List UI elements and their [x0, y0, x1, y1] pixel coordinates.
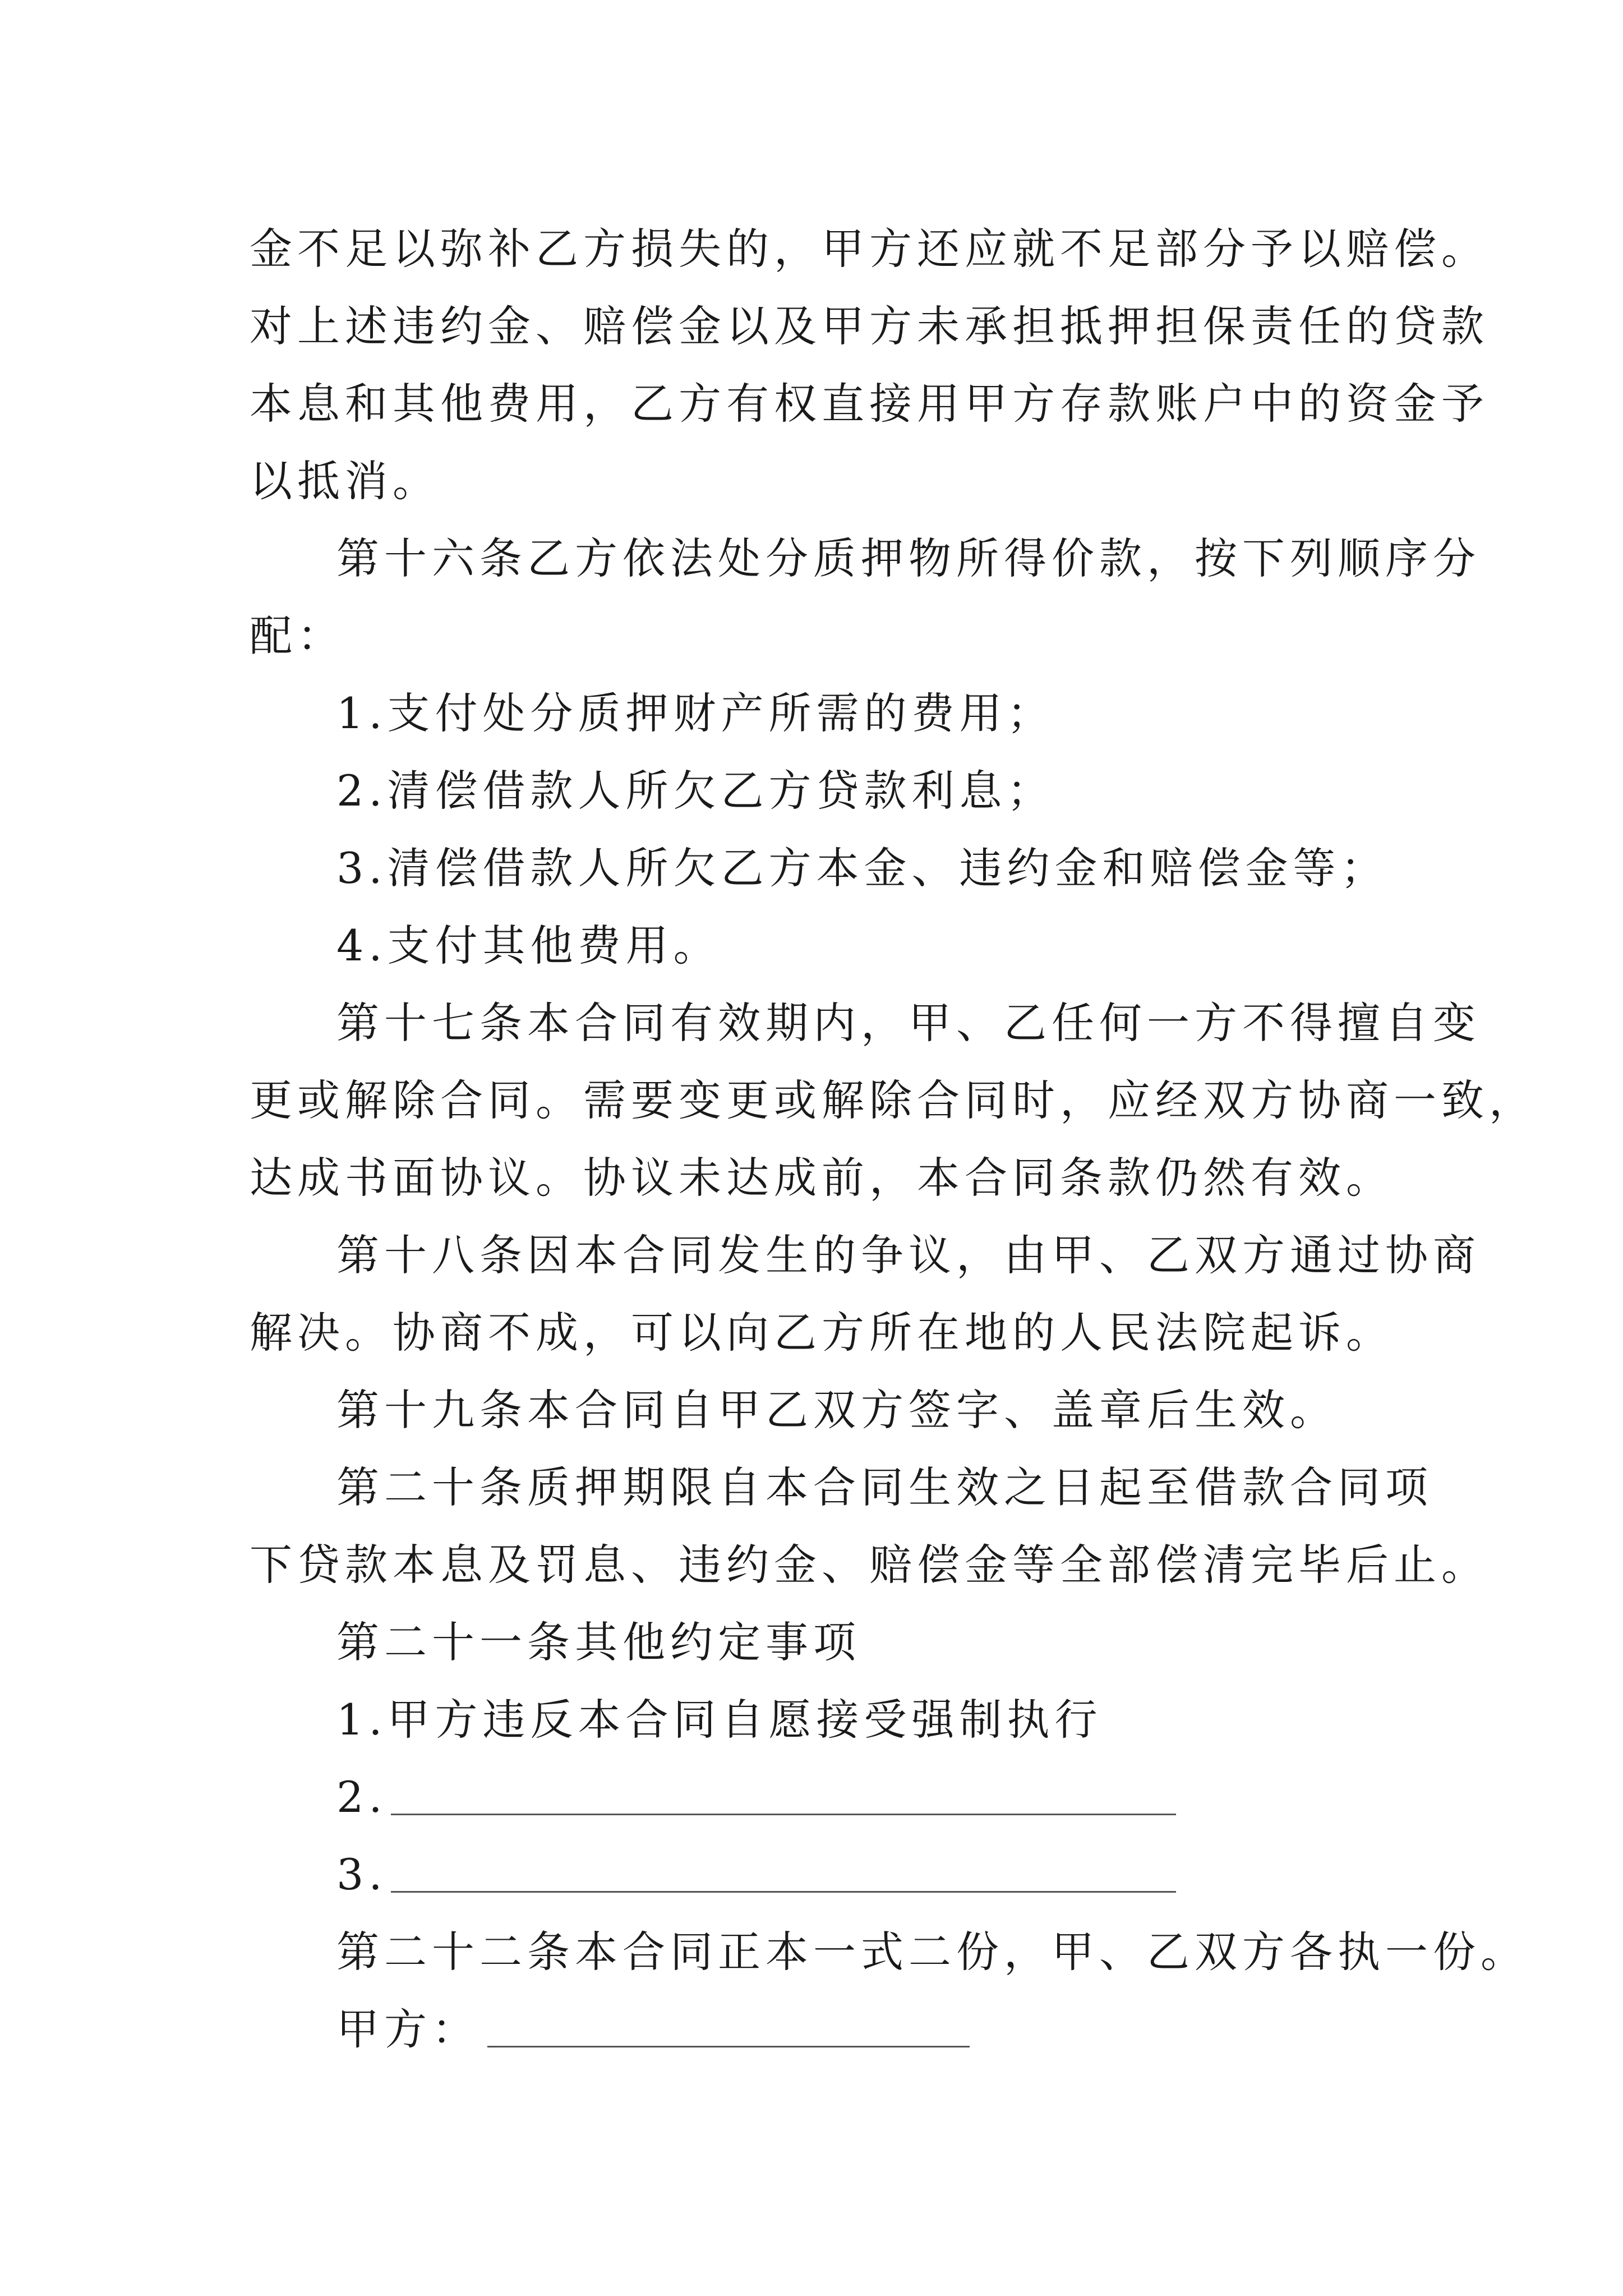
text-line: 对上述违约金、赔偿金以及甲方未承担抵押担保责任的贷款 — [250, 301, 1489, 351]
fill-in-blank-line[interactable] — [391, 1856, 1176, 1893]
article-17-line: 第十七条本合同有效期内，甲、乙任何一方不得擅自变 — [336, 998, 1481, 1048]
party-a-label: 甲方： — [336, 2004, 479, 2054]
article-18-line: 第十八条因本合同发生的争议，由甲、乙双方通过协商 — [336, 1230, 1481, 1280]
text-line: 配： — [250, 611, 345, 661]
list-item: 1.支付处分质押财产所需的费用； — [336, 688, 1055, 738]
text-line: 解决。协商不成，可以向乙方所在地的人民法院起诉。 — [250, 1308, 1394, 1358]
article-16-line: 第十六条乙方依法处分质押物所得价款，按下列顺序分 — [336, 533, 1481, 583]
list-number: 3. — [336, 1849, 388, 1899]
list-number: 2. — [336, 1772, 388, 1822]
article-19-line: 第十九条本合同自甲乙双方签字、盖章后生效。 — [336, 1385, 1338, 1435]
list-item: 3.清偿借款人所欠乙方本金、违约金和赔偿金等； — [336, 843, 1389, 893]
text-line: 金不足以弥补乙方损失的，甲方还应就不足部分予以赔偿。 — [250, 224, 1489, 274]
text-line: 本息和其他费用，乙方有权直接用甲方存款账户中的资金予 — [250, 379, 1489, 429]
list-item: 4.支付其他费用。 — [336, 921, 721, 970]
article-22-line: 第二十二条本合同正本一式二份，甲、乙双方各执一份。 — [336, 1927, 1528, 1977]
text-line: 达成书面协议。协议未达成前，本合同条款仍然有效。 — [250, 1153, 1394, 1203]
fill-in-blank-line[interactable] — [391, 1779, 1176, 1815]
text-line: 下贷款本息及罚息、违约金、赔偿金等全部偿清完毕后止。 — [250, 1540, 1489, 1590]
list-item: 2.清偿借款人所欠乙方贷款利息； — [336, 766, 1055, 816]
list-item-blank — [250, 1759, 1416, 1836]
party-a-blank[interactable] — [487, 2011, 970, 2047]
text-line: 更或解除合同。需要变更或解除合同时，应经双方协商一致， — [250, 1075, 1537, 1125]
list-item-blank — [250, 1836, 1416, 1913]
contract-body — [250, 210, 1537, 2068]
party-a-signature-line — [250, 1991, 1416, 2068]
article-20-line: 第二十条质押期限自本合同生效之日起至借款合同项 — [336, 1462, 1433, 1512]
list-item: 1.甲方违反本合同自愿接受强制执行 — [336, 1695, 1103, 1745]
article-21-line: 第二十一条其他约定事项 — [336, 1617, 861, 1667]
text-line: 以抵消。 — [250, 456, 440, 506]
